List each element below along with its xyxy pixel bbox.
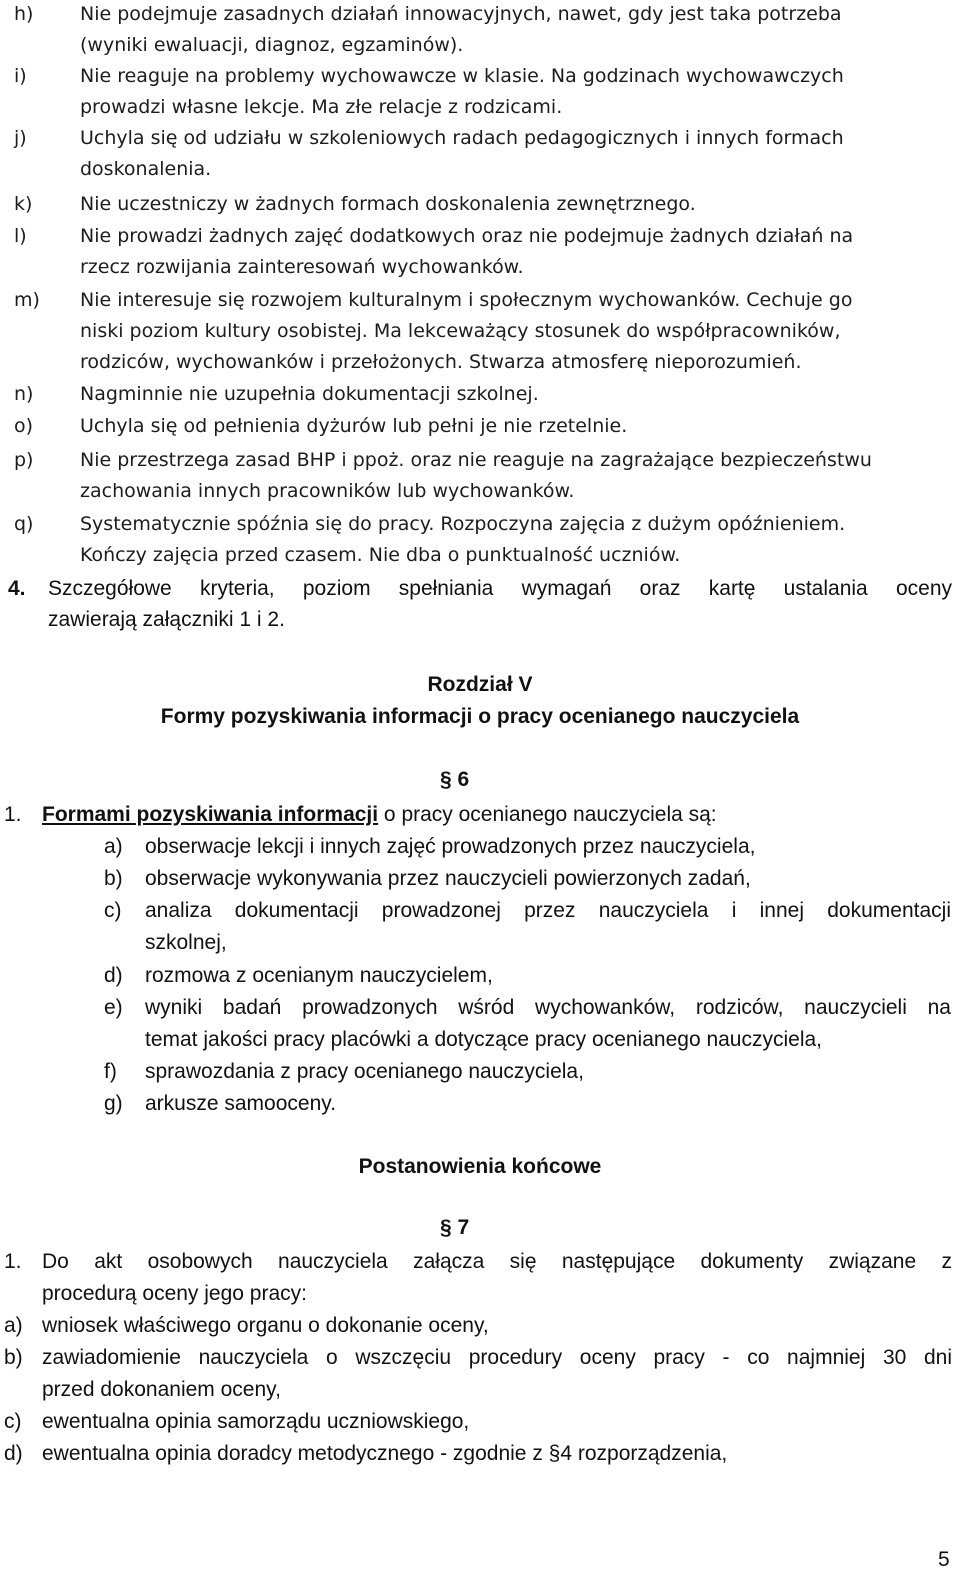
section-6-intro-label: 1. (4, 803, 22, 826)
list-item-line: (wyniki ewaluacji, diagnoz, egzaminów). (80, 34, 464, 56)
list-item-label: d) (104, 964, 123, 987)
list-item-line: obserwacje lekcji i innych zajęć prowadzonych przez nauczyciela, (145, 835, 756, 858)
list-item-line: zachowania innych pracowników lub wychowanków. (80, 480, 575, 502)
list-item-line: rzecz rozwijania zainteresowań wychowanków. (80, 256, 524, 278)
list-item-line: rozmowa z ocenianym nauczycielem, (145, 964, 493, 987)
list-item-line: ewentualna opinia samorządu uczniowskiego, (42, 1410, 470, 1433)
list-item-label: l) (14, 225, 27, 247)
list-item-label: q) (14, 513, 34, 535)
section-6-intro-rest: o pracy ocenianego nauczyciela są: (378, 803, 717, 826)
list-item-label: k) (14, 193, 33, 215)
list-item-line: Kończy zajęcia przed czasem. Nie dba o punktualność uczniów. (80, 544, 681, 566)
list-item-line: Nie podejmuje zasadnych działań innowacyjnych, nawet, gdy jest taka potrzeba (80, 3, 842, 25)
list-item-line: obserwacje wykonywania przez nauczycieli powierzonych zadań, (145, 867, 751, 890)
list-item-line: Nie prowadzi żadnych zajęć dodatkowych oraz nie podejmuje żadnych działań na (80, 225, 854, 247)
page-number: 5 (938, 1548, 950, 1571)
list-item-label: a) (4, 1314, 23, 1337)
list-item-label: o) (14, 415, 34, 437)
list-item-label: c) (4, 1410, 22, 1433)
list-item-line: doskonalenia. (80, 158, 212, 180)
list-item-label: m) (14, 289, 40, 311)
list-item-label: d) (4, 1442, 23, 1465)
list-item-line: niski poziom kultury osobistej. Ma lekceważący stosunek do współpracowników, (80, 320, 841, 342)
list-item-line: Nie reaguje na problemy wychowawcze w klasie. Na godzinach wychowawczych (80, 65, 844, 87)
list-item-label: p) (14, 449, 34, 471)
list-item-line: sprawozdania z pracy ocenianego nauczyciela, (145, 1060, 584, 1083)
list-item-line: Uchyla się od pełnienia dyżurów lub pełni je nie rzetelnie. (80, 415, 628, 437)
list-item-label: h) (14, 3, 34, 25)
list-item-label: c) (104, 899, 122, 922)
list-item-label: b) (104, 867, 123, 890)
list-item-line: prowadzi własne lekcje. Ma złe relacje z rodzicami. (80, 96, 563, 118)
list-item-label: n) (14, 383, 34, 405)
point-4-line: zawierają załączniki 1 i 2. (48, 608, 285, 631)
list-item-line: Nie interesuje się rozwojem kulturalnym i społecznym wychowanków. Cechuje go (80, 289, 853, 311)
list-item-line: wyniki badań prowadzonych wśród wychowanków, rodziców, nauczycieli na (145, 996, 951, 1019)
list-item-line: temat jakości pracy placówki a dotyczące pracy ocenianego nauczyciela, (145, 1028, 823, 1051)
list-item-line: zawiadomienie nauczyciela o wszczęciu procedury oceny pracy - co najmniej 30 dni (42, 1346, 952, 1369)
section-7-intro-line: Do akt osobowych nauczyciela załącza się następujące dokumenty związane z (42, 1250, 952, 1273)
list-item-label: j) (14, 127, 27, 149)
list-item-label: i) (14, 65, 27, 87)
section-7-intro-line: procedurą oceny jego pracy: (42, 1282, 307, 1305)
section-7-intro-label: 1. (4, 1250, 22, 1273)
list-item-line: analiza dokumentacji prowadzonej przez nauczyciela i innej dokumentacji (145, 899, 951, 922)
section-6-intro-emphasis: Formami pozyskiwania informacji (42, 803, 379, 826)
list-item-line: rodziców, wychowanków i przełożonych. Stwarza atmosferę nieporozumień. (80, 351, 802, 373)
final-provisions-heading: Postanowienia końcowe (358, 1155, 602, 1178)
list-item-line: Uchyla się od udziału w szkoleniowych radach pedagogicznych i innych formach (80, 127, 844, 149)
list-item-line: Nie przestrzega zasad BHP i ppoż. oraz nie reaguje na zagrażające bezpieczeństwu (80, 449, 872, 471)
list-item-line: przed dokonaniem oceny, (42, 1378, 281, 1401)
list-item-label: f) (104, 1060, 117, 1083)
list-item-line: Nie uczestniczy w żadnych formach doskonalenia zewnętrznego. (80, 193, 696, 215)
list-item-label: g) (104, 1092, 123, 1115)
section-7-heading: § 7 (440, 1216, 470, 1239)
point-4-line: Szczegółowe kryteria, poziom spełniania wymagań oraz kartę ustalania oceny (48, 577, 952, 600)
list-item-label: e) (104, 996, 123, 1019)
section-6-intro (42, 801, 717, 829)
chapter-title: Rozdział V (427, 673, 533, 696)
point-4-label: 4. (8, 577, 26, 600)
list-item-line: szkolnej, (145, 931, 227, 954)
chapter-subtitle: Formy pozyskiwania informacji o pracy ocenianego nauczyciela (160, 705, 800, 728)
list-item-label: a) (104, 835, 123, 858)
section-6-heading: § 6 (440, 768, 470, 791)
list-item-line: ewentualna opinia doradcy metodycznego - zgodnie z §4 rozporządzenia, (42, 1442, 728, 1465)
list-item-line: Nagminnie nie uzupełnia dokumentacji szkolnej. (80, 383, 539, 405)
list-item-label: b) (4, 1346, 23, 1369)
list-item-line: wniosek właściwego organu o dokonanie oceny, (42, 1314, 489, 1337)
list-item-line: Systematycznie spóźnia się do pracy. Rozpoczyna zajęcia z dużym opóźnieniem. (80, 513, 846, 535)
list-item-line: arkusze samooceny. (145, 1092, 337, 1115)
